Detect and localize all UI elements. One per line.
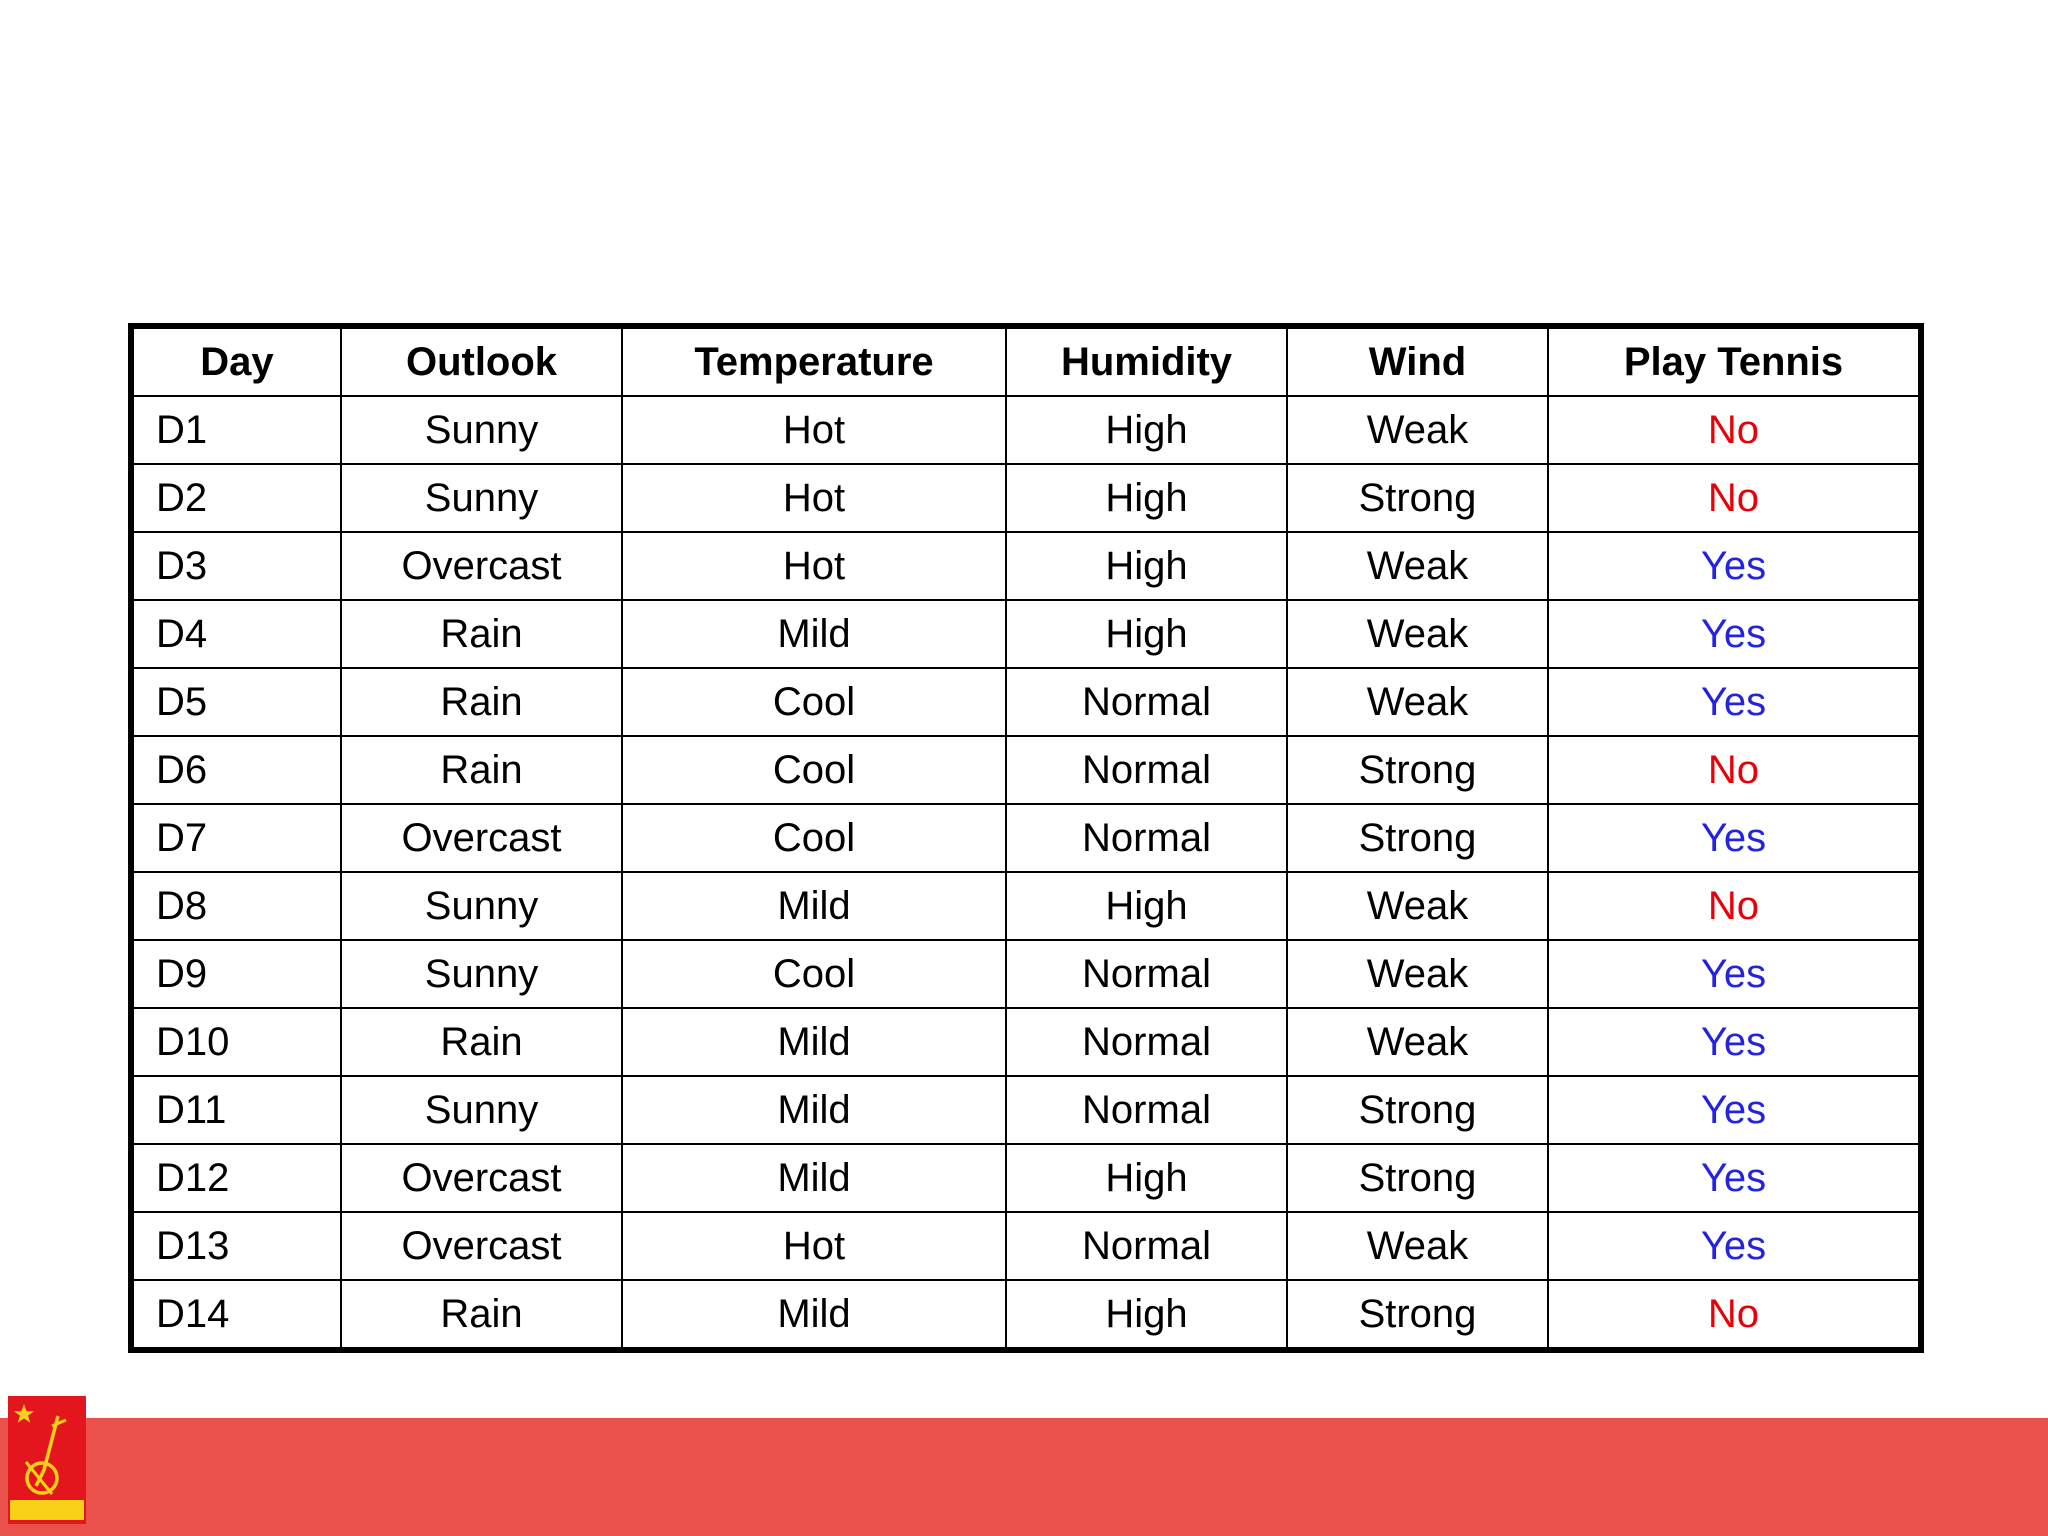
cell-temperature: Cool: [622, 804, 1006, 872]
cell-play-tennis: Yes: [1548, 1212, 1921, 1280]
cell-humidity: High: [1006, 532, 1287, 600]
cell-play-tennis: Yes: [1548, 940, 1921, 1008]
table-row: [131, 532, 1921, 600]
cell-temperature: Hot: [622, 1212, 1006, 1280]
cell-humidity: High: [1006, 396, 1287, 464]
cell-play-tennis: Yes: [1548, 804, 1921, 872]
table-row: [131, 1212, 1921, 1280]
cell-wind: Strong: [1287, 464, 1548, 532]
table-row: [131, 1008, 1921, 1076]
university-logo-icon: [8, 1396, 86, 1524]
cell-day: D10: [131, 1008, 341, 1076]
cell-day: D13: [131, 1212, 341, 1280]
cell-humidity: Normal: [1006, 804, 1287, 872]
cell-outlook: Rain: [341, 668, 622, 736]
cell-outlook: Sunny: [341, 872, 622, 940]
cell-day: D1: [131, 396, 341, 464]
cell-humidity: Normal: [1006, 736, 1287, 804]
cell-humidity: Normal: [1006, 940, 1287, 1008]
table-row: [131, 940, 1921, 1008]
header-row: [131, 326, 1921, 396]
cell-wind: Strong: [1287, 1144, 1548, 1212]
cell-wind: Weak: [1287, 1212, 1548, 1280]
table-row: [131, 464, 1921, 532]
cell-humidity: Normal: [1006, 1008, 1287, 1076]
table-row: [131, 804, 1921, 872]
cell-play-tennis: Yes: [1548, 600, 1921, 668]
table-row: [131, 872, 1921, 940]
header-play-tennis: Play Tennis: [1548, 326, 1921, 396]
cell-humidity: High: [1006, 600, 1287, 668]
cell-day: D8: [131, 872, 341, 940]
cell-play-tennis: No: [1548, 1280, 1921, 1350]
cell-wind: Weak: [1287, 396, 1548, 464]
cell-outlook: Sunny: [341, 464, 622, 532]
cell-day: D6: [131, 736, 341, 804]
cell-wind: Strong: [1287, 1076, 1548, 1144]
cell-outlook: Sunny: [341, 396, 622, 464]
cell-wind: Weak: [1287, 940, 1548, 1008]
cell-outlook: Rain: [341, 600, 622, 668]
table-row: [131, 1076, 1921, 1144]
cell-wind: Weak: [1287, 532, 1548, 600]
header-outlook: Outlook: [341, 326, 622, 396]
cell-day: D14: [131, 1280, 341, 1350]
cell-play-tennis: No: [1548, 396, 1921, 464]
cell-wind: Weak: [1287, 872, 1548, 940]
cell-temperature: Hot: [622, 464, 1006, 532]
cell-temperature: Hot: [622, 532, 1006, 600]
play-tennis-table: [128, 323, 1924, 1353]
cell-humidity: High: [1006, 1144, 1287, 1212]
cell-day: D3: [131, 532, 341, 600]
cell-wind: Strong: [1287, 736, 1548, 804]
cell-outlook: Rain: [341, 1280, 622, 1350]
cell-temperature: Cool: [622, 940, 1006, 1008]
cell-play-tennis: No: [1548, 464, 1921, 532]
header-humidity: Humidity: [1006, 326, 1287, 396]
cell-temperature: Mild: [622, 1076, 1006, 1144]
cell-outlook: Overcast: [341, 532, 622, 600]
table-row: [131, 736, 1921, 804]
table-row: [131, 396, 1921, 464]
cell-outlook: Overcast: [341, 804, 622, 872]
header-day: Day: [131, 326, 341, 396]
cell-humidity: High: [1006, 1280, 1287, 1350]
table-row: [131, 1280, 1921, 1350]
cell-day: D9: [131, 940, 341, 1008]
cell-outlook: Sunny: [341, 940, 622, 1008]
cell-humidity: Normal: [1006, 1212, 1287, 1280]
table-row: [131, 1144, 1921, 1212]
cell-humidity: High: [1006, 464, 1287, 532]
cell-temperature: Cool: [622, 668, 1006, 736]
cell-outlook: Sunny: [341, 1076, 622, 1144]
cell-outlook: Rain: [341, 736, 622, 804]
cell-day: D4: [131, 600, 341, 668]
cell-wind: Weak: [1287, 668, 1548, 736]
cell-day: D11: [131, 1076, 341, 1144]
cell-play-tennis: Yes: [1548, 668, 1921, 736]
cell-outlook: Rain: [341, 1008, 622, 1076]
cell-temperature: Mild: [622, 600, 1006, 668]
cell-temperature: Mild: [622, 1008, 1006, 1076]
cell-day: D5: [131, 668, 341, 736]
cell-wind: Strong: [1287, 804, 1548, 872]
cell-humidity: Normal: [1006, 1076, 1287, 1144]
header-temperature: Temperature: [622, 326, 1006, 396]
table-row: [131, 668, 1921, 736]
cell-wind: Weak: [1287, 600, 1548, 668]
cell-temperature: Mild: [622, 872, 1006, 940]
cell-temperature: Mild: [622, 1144, 1006, 1212]
cell-play-tennis: No: [1548, 736, 1921, 804]
cell-wind: Weak: [1287, 1008, 1548, 1076]
table-row: [131, 600, 1921, 668]
cell-play-tennis: Yes: [1548, 1008, 1921, 1076]
cell-day: D12: [131, 1144, 341, 1212]
cell-humidity: High: [1006, 872, 1287, 940]
cell-play-tennis: Yes: [1548, 1144, 1921, 1212]
cell-play-tennis: No: [1548, 872, 1921, 940]
table-body: [131, 396, 1921, 1350]
cell-outlook: Overcast: [341, 1212, 622, 1280]
cell-play-tennis: Yes: [1548, 1076, 1921, 1144]
cell-outlook: Overcast: [341, 1144, 622, 1212]
cell-temperature: Cool: [622, 736, 1006, 804]
header-wind: Wind: [1287, 326, 1548, 396]
cell-wind: Strong: [1287, 1280, 1548, 1350]
cell-humidity: Normal: [1006, 668, 1287, 736]
cell-day: D7: [131, 804, 341, 872]
cell-temperature: Hot: [622, 396, 1006, 464]
cell-play-tennis: Yes: [1548, 532, 1921, 600]
footer-band: [0, 1418, 2048, 1536]
cell-day: D2: [131, 464, 341, 532]
cell-temperature: Mild: [622, 1280, 1006, 1350]
